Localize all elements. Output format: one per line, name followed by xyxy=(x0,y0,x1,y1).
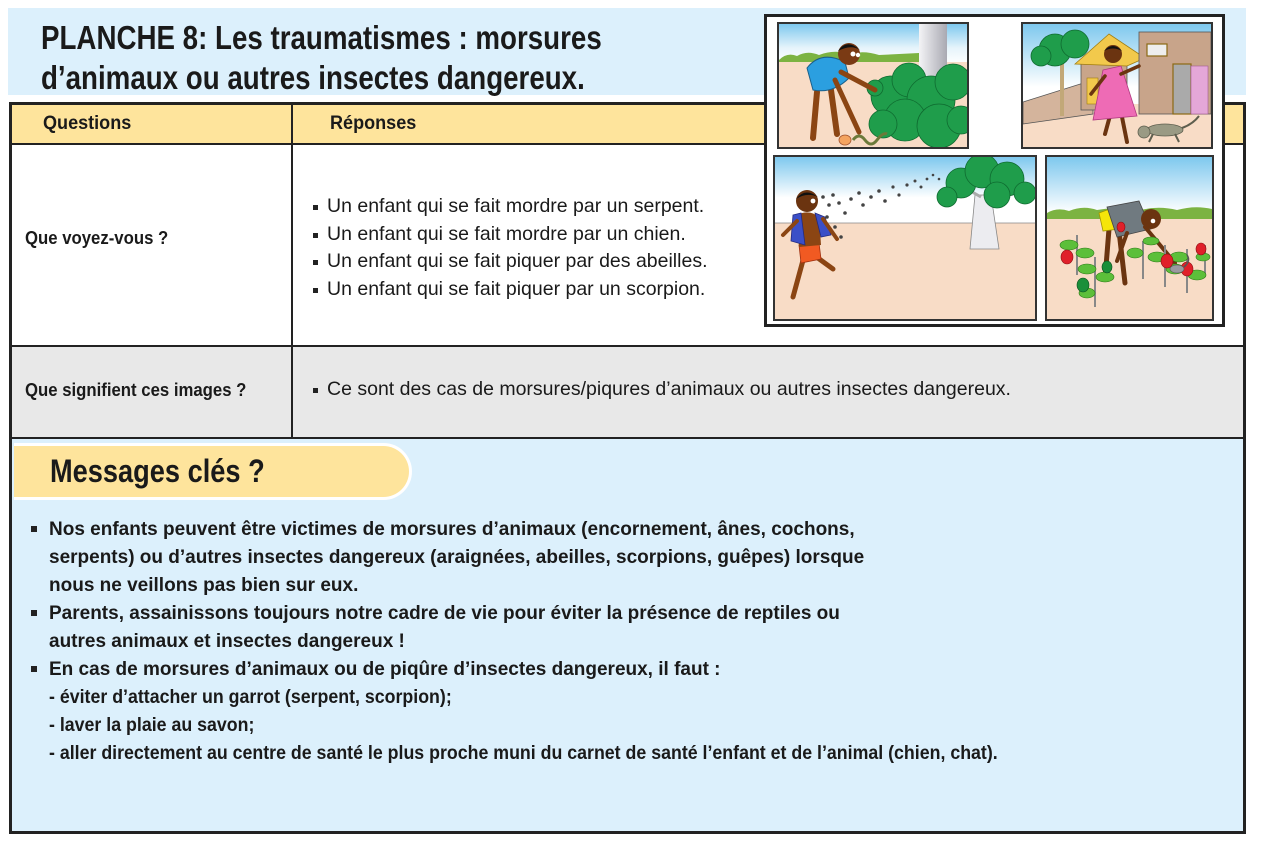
illustration-snake-bite xyxy=(777,22,969,149)
message-line xyxy=(31,544,1231,572)
message-item xyxy=(31,516,1231,600)
answer-text: Un enfant qui se fait mordre par un serpent. xyxy=(327,195,705,217)
message-sub-item: - éviter d’attacher un garrot (serpent, scorpion); xyxy=(49,687,452,708)
message-text: En cas de morsures d’animaux ou de piqûre d’insectes dangereux, il faut : xyxy=(49,659,721,680)
bullet-icon xyxy=(31,666,37,672)
answer-item xyxy=(313,276,708,304)
message-line xyxy=(31,656,1231,684)
bullet-icon xyxy=(313,288,318,293)
page-title-line-1: PLANCHE 8: Les traumatismes : morsures xyxy=(41,19,602,56)
answer-item xyxy=(313,376,1011,404)
message-line xyxy=(31,572,1231,600)
message-line xyxy=(31,516,1231,544)
message-line xyxy=(31,628,1231,656)
question-cell: Que signifient ces images ? xyxy=(25,380,247,400)
bullet-icon xyxy=(31,526,37,532)
column-divider xyxy=(291,105,293,439)
answer-list xyxy=(313,376,1011,404)
table-row xyxy=(12,347,1243,439)
message-text: Nos enfants peuvent être victimes de morsures d’animaux (encornement, ânes, cochons, xyxy=(49,519,855,540)
column-header-responses: Réponses xyxy=(330,113,417,134)
column-header-questions: Questions xyxy=(43,113,132,134)
message-text: nous ne veillons pas bien sur eux. xyxy=(49,575,359,596)
bullet-icon xyxy=(313,388,318,393)
fruit xyxy=(839,135,851,145)
message-sub-item: - aller directement au centre de santé le plus proche muni du carnet de santé l’enfant et de l’animal (chien, chat). xyxy=(49,743,998,764)
answer-item xyxy=(313,193,708,221)
illustration-dog-bite xyxy=(1021,22,1213,149)
bees-scene xyxy=(775,157,1035,319)
scorpion-scene xyxy=(1047,157,1212,319)
message-text: Parents, assainissons toujours notre cadre de vie pour éviter la présence de reptiles ou xyxy=(49,603,840,624)
answer-text: Un enfant qui se fait piquer par des abeilles. xyxy=(327,250,708,273)
bullet-icon xyxy=(313,233,318,238)
answer-text: Ce sont des cas de morsures/piqures d’animaux ou autres insectes dangereux. xyxy=(327,378,1011,400)
bullet-icon xyxy=(31,610,37,616)
bullet-icon xyxy=(313,260,318,265)
snake-scene xyxy=(779,24,967,147)
dog-scene xyxy=(1023,24,1211,147)
answer-text: Un enfant qui se fait piquer par un scorpion. xyxy=(327,278,706,301)
illustration-scorpion-sting xyxy=(1045,155,1214,321)
message-line xyxy=(31,600,1231,628)
message-sub-item: - laver la plaie au savon; xyxy=(49,715,255,736)
page-title-line-2: d’animaux ou autres insectes dangereux. xyxy=(41,59,585,96)
key-messages-list xyxy=(31,516,1231,768)
key-messages-tab xyxy=(14,443,412,500)
message-item xyxy=(31,656,1231,768)
message-text: autres animaux et insectes dangereux ! xyxy=(49,631,405,652)
answer-item xyxy=(313,221,708,249)
message-item xyxy=(31,600,1231,656)
question-cell: Que voyez-vous ? xyxy=(25,228,169,248)
house xyxy=(1139,32,1211,114)
message-text: serpents) ou d’autres insectes dangereux (araignées, abeilles, scorpions, guêpes) lorsque xyxy=(49,547,865,568)
answer-list xyxy=(313,193,708,304)
key-messages-title: Messages clés ? xyxy=(50,453,265,489)
illustration-frame xyxy=(764,14,1225,327)
bullet-icon xyxy=(313,205,318,210)
answer-item xyxy=(313,248,708,276)
answer-text: Un enfant qui se fait mordre par un chien. xyxy=(327,222,686,245)
illustration-bee-stings xyxy=(773,155,1037,321)
